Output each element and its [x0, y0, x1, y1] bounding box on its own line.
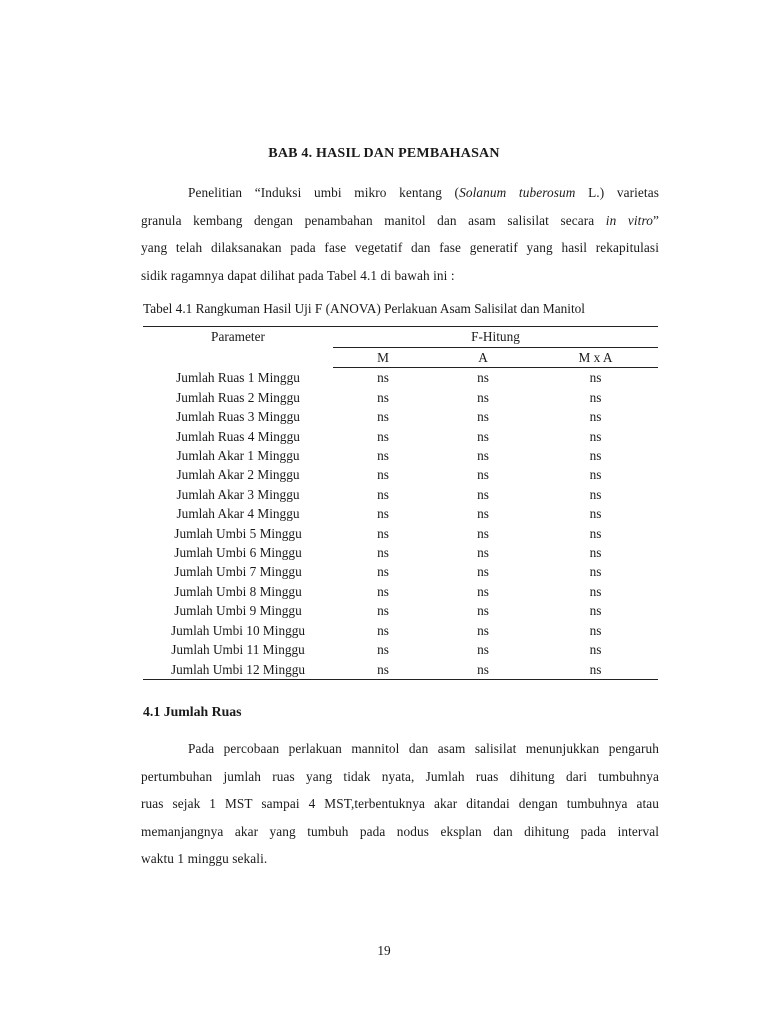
cell-m: ns — [377, 409, 389, 425]
table-row — [143, 485, 658, 504]
table-row — [143, 427, 658, 446]
intro-line-1 — [141, 179, 659, 207]
in-vitro-term: in vitro — [605, 212, 653, 228]
table-caption: Tabel 4.1 Rangkuman Hasil Uji F (ANOVA) Perlakuan Asam Salisilat dan Manitol — [143, 301, 585, 316]
cell-parameter: Jumlah Ruas 3 Minggu — [176, 409, 300, 425]
table-row — [143, 582, 658, 601]
subheader-mxa: M x A — [533, 348, 658, 368]
section-line-2: pertumbuhan jumlah ruas yang tidak nyata, Jumlah ruas dihitung dari tumbuhnya — [141, 768, 659, 784]
section-line-1: Pada percobaan perlakuan mannitol dan asam salisilat menunjukkan pengaruh — [188, 741, 659, 756]
section-line-5: waktu 1 minggu sekali. — [141, 851, 268, 866]
intro-line-2 — [141, 207, 659, 235]
cell-m: ns — [377, 622, 389, 638]
cell-m: ns — [377, 428, 389, 444]
cell-mxa: ns — [589, 525, 602, 541]
intro-line-4: sidik ragamnya dapat dilihat pada Tabel 4.1 di bawah ini : — [141, 267, 455, 283]
cell-m: ns — [377, 486, 389, 502]
cell-m: ns — [377, 506, 389, 522]
cell-m: ns — [377, 583, 389, 599]
section-line-4: memanjangnya akar yang tumbuh pada nodus eksplan dan dihitung pada interval — [141, 823, 659, 839]
cell-a: ns — [477, 622, 489, 638]
page-number: 19 — [377, 943, 391, 958]
section-line-3: ruas sejak 1 MST sampai 4 MST,terbentuknya akar ditandai dengan tumbuhnya atau — [141, 796, 659, 811]
cell-mxa: ns — [589, 642, 602, 658]
cell-parameter: Jumlah Akar 3 Minggu — [176, 486, 300, 502]
cell-mxa: ns — [589, 486, 602, 502]
chapter-heading: BAB 4. HASIL DAN PEMBAHASAN — [268, 146, 500, 161]
cell-m: ns — [377, 467, 389, 483]
cell-mxa: ns — [589, 467, 602, 483]
table-body — [143, 368, 658, 680]
intro-line-3: yang telah dilaksanakan pada fase vegetatif dan fase generatif yang hasil rekapitulasi — [141, 240, 659, 255]
cell-parameter: Jumlah Umbi 8 Minggu — [174, 583, 302, 599]
cell-parameter: Jumlah Akar 4 Minggu — [176, 506, 300, 522]
cell-mxa: ns — [589, 622, 602, 638]
intro-text: granula kembang dengan penambahan manitol dan asam salisilat secara — [141, 212, 606, 228]
cell-a: ns — [433, 660, 533, 680]
cell-parameter: Jumlah Umbi 7 Minggu — [174, 564, 302, 580]
header-f-hitung: F-Hitung — [333, 327, 658, 348]
table-row — [143, 660, 658, 680]
cell-parameter: Jumlah Ruas 2 Minggu — [176, 389, 300, 405]
cell-mxa: ns — [589, 564, 602, 580]
cell-a: ns — [477, 486, 489, 502]
cell-a: ns — [477, 467, 489, 483]
cell-mxa: ns — [589, 506, 602, 522]
cell-a: ns — [477, 506, 489, 522]
table-row — [143, 562, 658, 581]
cell-a: ns — [477, 583, 489, 599]
cell-a: ns — [477, 389, 489, 405]
cell-a: ns — [477, 370, 489, 386]
intro-text: Penelitian “Induksi umbi mikro kentang ( — [188, 185, 460, 200]
table-row — [143, 524, 658, 543]
cell-parameter: Jumlah Umbi 9 Minggu — [174, 603, 302, 619]
table-row — [143, 640, 658, 659]
table-row — [143, 446, 658, 465]
table-row — [143, 465, 658, 484]
cell-m: ns — [377, 448, 389, 464]
table-header-row — [143, 327, 658, 348]
intro-text: L.) varietas — [575, 185, 659, 200]
cell-mxa: ns — [589, 545, 602, 561]
cell-parameter: Jumlah Ruas 1 Minggu — [176, 370, 300, 386]
cell-mxa: ns — [589, 583, 602, 599]
species-name: Solanum tuberosum — [459, 185, 576, 200]
cell-mxa: ns — [589, 448, 602, 464]
table-row — [143, 601, 658, 620]
table-row — [143, 543, 658, 562]
cell-parameter: Jumlah Akar 1 Minggu — [176, 448, 300, 464]
table-row — [143, 621, 658, 640]
cell-parameter: Jumlah Umbi 6 Minggu — [174, 545, 302, 561]
subheader-a: A — [433, 348, 533, 368]
cell-m: ns — [333, 660, 433, 680]
section-paragraph — [141, 735, 659, 873]
anova-table-wrapper — [143, 326, 658, 680]
cell-mxa: ns — [589, 409, 602, 425]
cell-parameter: Jumlah Akar 2 Minggu — [176, 467, 300, 483]
section-heading: 4.1 Jumlah Ruas — [143, 704, 242, 719]
intro-text: ” — [652, 212, 659, 228]
cell-m: ns — [377, 564, 389, 580]
table-row — [143, 388, 658, 407]
table-row — [143, 407, 658, 426]
cell-parameter: Jumlah Umbi 10 Minggu — [170, 622, 306, 638]
cell-parameter: Jumlah Umbi 5 Minggu — [174, 525, 302, 541]
cell-a: ns — [477, 545, 489, 561]
cell-parameter: Jumlah Ruas 4 Minggu — [176, 428, 300, 444]
cell-a: ns — [477, 428, 489, 444]
cell-mxa: ns — [589, 389, 602, 405]
cell-a: ns — [477, 448, 489, 464]
cell-mxa: ns — [589, 370, 602, 386]
cell-a: ns — [477, 642, 489, 658]
header-parameter: Parameter — [143, 327, 333, 368]
cell-m: ns — [377, 545, 389, 561]
intro-paragraph — [141, 179, 659, 289]
cell-mxa: ns — [589, 428, 602, 444]
cell-a: ns — [477, 564, 489, 580]
cell-m: ns — [377, 642, 389, 658]
table-row — [143, 504, 658, 523]
cell-m: ns — [377, 603, 389, 619]
cell-a: ns — [477, 525, 489, 541]
cell-mxa: ns — [589, 603, 602, 619]
cell-m: ns — [377, 389, 389, 405]
anova-table — [143, 326, 658, 680]
table-row — [143, 368, 658, 388]
subheader-m: M — [333, 348, 433, 368]
cell-mxa: ns — [533, 660, 658, 680]
cell-m: ns — [377, 525, 389, 541]
cell-parameter: Jumlah Umbi 12 Minggu — [143, 660, 333, 680]
cell-a: ns — [477, 409, 489, 425]
cell-a: ns — [477, 603, 489, 619]
cell-parameter: Jumlah Umbi 11 Minggu — [171, 642, 305, 658]
cell-m: ns — [377, 370, 389, 386]
